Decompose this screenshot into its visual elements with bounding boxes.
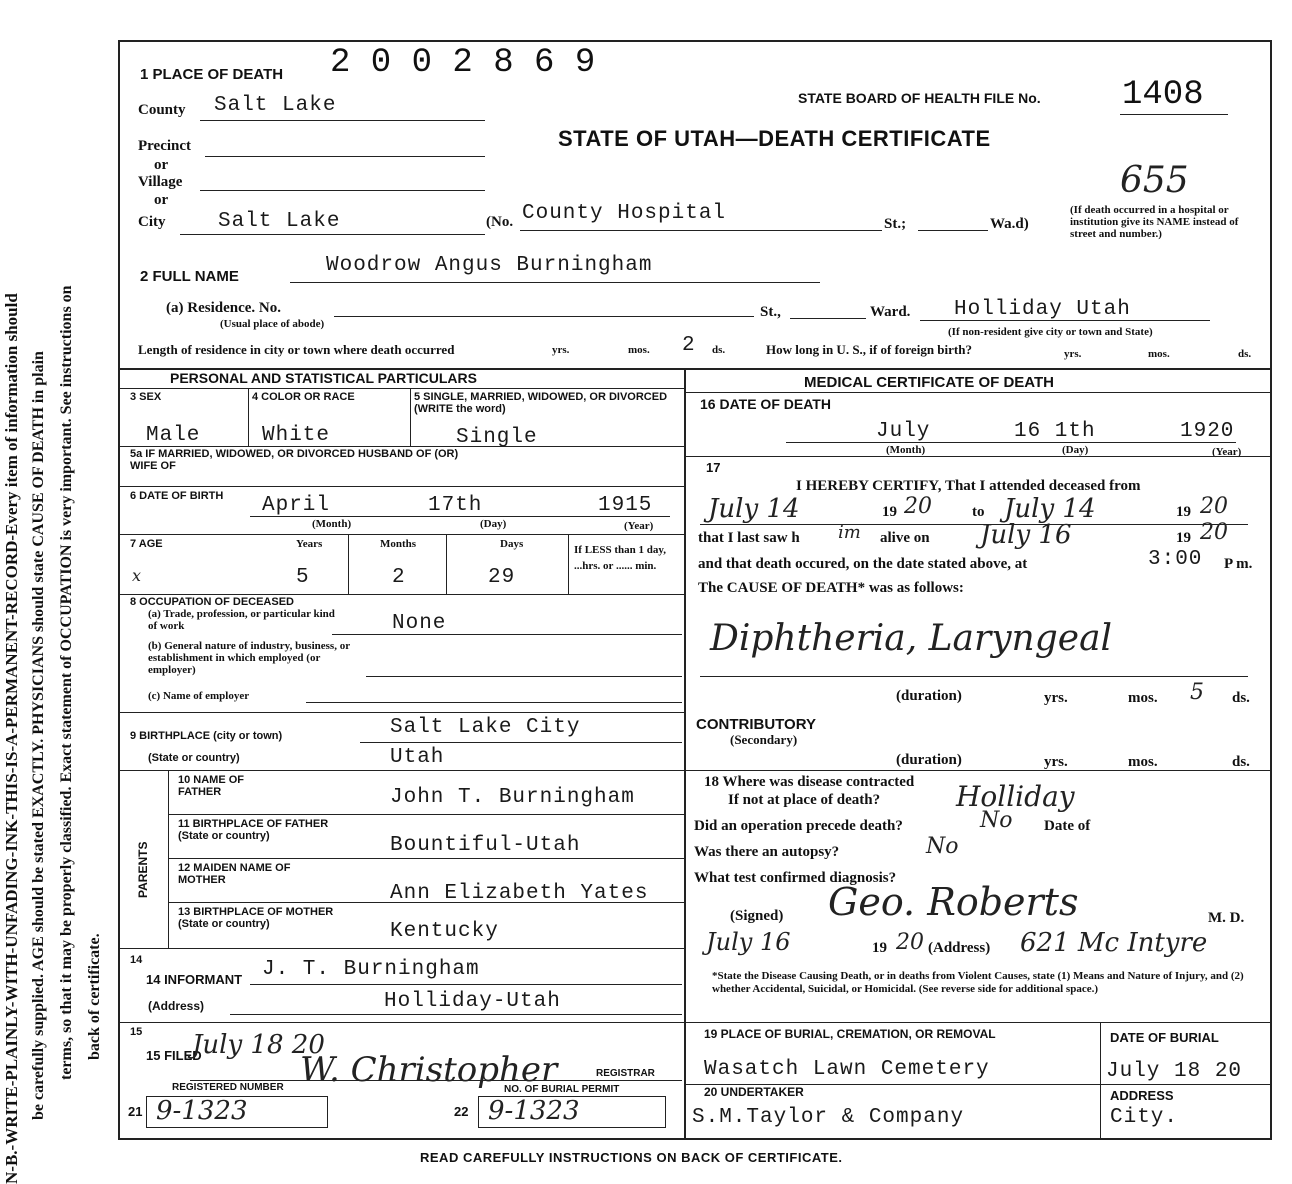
dob-day: 17th xyxy=(428,494,483,517)
footer-instruction: READ CAREFULLY INSTRUCTIONS ON BACK OF CERTIFICATE. xyxy=(420,1150,843,1165)
cause-of-death-hand: Diphtheria, Laryngeal xyxy=(710,618,1113,659)
undertaker-address-value: City. xyxy=(1110,1106,1179,1129)
attended-to-hand: July 14 xyxy=(1004,494,1096,524)
autopsy-hand: No xyxy=(926,834,959,859)
undertaker-value: S.M.Taylor & Company xyxy=(692,1106,965,1129)
side-instruction-line3: terms, so that it may be properly classified. Exact statement of OCCUPATION is very important. See instructions on xyxy=(58,285,75,1080)
dob-month: April xyxy=(262,494,331,517)
city-value: Salt Lake xyxy=(218,210,341,233)
file-no-label: STATE BOARD OF HEALTH FILE No. xyxy=(798,90,1041,106)
hospital-note: (If death occurred in a hospital or institution give its NAME instead of street and number.) xyxy=(1070,204,1239,240)
informant-address-value: Holliday-Utah xyxy=(384,990,561,1013)
village-label: Village xyxy=(138,174,183,190)
parents-label: PARENTS xyxy=(136,841,150,898)
mother-birthplace-value: Kentucky xyxy=(390,920,499,943)
residence-days: 2 xyxy=(682,334,696,357)
file-no-value: 1408 xyxy=(1122,76,1204,114)
burial-place-value: Wasatch Lawn Cemetery xyxy=(704,1058,990,1081)
operation-hand: No xyxy=(980,808,1013,833)
physician-signature: Geo. Roberts xyxy=(828,880,1079,924)
personal-heading: PERSONAL AND STATISTICAL PARTICULARS xyxy=(170,370,477,386)
side-instruction-line1: N-B.-WRITE-PLAINLY-WITH-UNFADING-INK-THIS-IS-A-PERMANENT-RECORD-Every item of information should xyxy=(2,293,21,1184)
death-month: July xyxy=(876,420,931,443)
registered-number-value: 9-1323 xyxy=(156,1096,248,1126)
side-instruction-line2: be carefully supplied. AGE should be stated EXACTLY. PHYSICIANS should state CAUSE OF DEATH in plain xyxy=(30,351,47,1120)
form-left-border xyxy=(118,40,120,1140)
attended-from-hand: July 14 xyxy=(708,494,800,524)
sex-value: Male xyxy=(146,424,201,447)
full-name-label: 2 FULL NAME xyxy=(140,268,239,285)
age-days: 29 xyxy=(488,566,516,589)
burial-date-value: July 18 20 xyxy=(1106,1060,1243,1083)
certificate-title: STATE OF UTAH—DEATH CERTIFICATE xyxy=(558,126,991,151)
death-time: 3:00 xyxy=(1148,548,1203,571)
full-name-value: Woodrow Angus Burningham xyxy=(326,254,653,277)
certify-text: I HEREBY CERTIFY, That I attended deceased from xyxy=(796,478,1141,494)
death-day: 16 1th xyxy=(1014,420,1096,443)
medical-heading: MEDICAL CERTIFICATE OF DEATH xyxy=(804,374,1054,391)
ward-value: Holliday Utah xyxy=(954,298,1131,321)
precinct-label: Precinct xyxy=(138,138,192,154)
county-label: County xyxy=(138,102,186,118)
physician-address-hand: 621 Mc Intyre xyxy=(1020,928,1208,958)
cause-label: The CAUSE OF DEATH* was as follows: xyxy=(698,580,964,596)
dob-year: 1915 xyxy=(598,494,653,517)
hospital-value: County Hospital xyxy=(522,202,727,225)
place-of-death-label: 1 PLACE OF DEATH xyxy=(140,66,284,83)
no-label: (No. xyxy=(486,214,514,230)
form-bottom-border xyxy=(118,1138,1270,1140)
race-value: White xyxy=(262,424,331,447)
hand-number: 655 xyxy=(1120,160,1189,201)
city-label: City xyxy=(138,214,166,230)
occupation-value: None xyxy=(392,612,447,635)
county-value: Salt Lake xyxy=(214,94,337,117)
registrar-signature: W. Christopher xyxy=(300,1050,558,1090)
age-months: 2 xyxy=(392,566,406,589)
last-seen-alive-hand: July 16 xyxy=(980,520,1072,550)
informant-value: J. T. Burningham xyxy=(262,958,480,981)
certificate-number: 2 0 0 2 8 6 9 xyxy=(330,44,596,82)
father-name-value: John T. Burningham xyxy=(390,786,635,809)
birthplace-value: Salt Lake City xyxy=(390,716,581,739)
residence-label: (a) Residence. No. xyxy=(166,300,281,316)
informant-label: 14 INFORMANT xyxy=(146,972,243,987)
filed-label: 15 FILED xyxy=(146,1048,202,1063)
death-year: 1920 xyxy=(1180,420,1235,443)
contributory-label: CONTRIBUTORY xyxy=(696,716,816,733)
mother-name-value: Ann Elizabeth Yates xyxy=(390,882,649,905)
filed-date-hand: July 18 20 xyxy=(192,1030,325,1060)
marital-value: Single xyxy=(456,426,538,449)
form-top-border xyxy=(118,40,1270,42)
age-years: 5 xyxy=(296,566,310,589)
burial-permit-value: 9-1323 xyxy=(488,1096,580,1126)
duration-days-hand: 5 xyxy=(1190,680,1204,705)
birth-state-value: Utah xyxy=(390,746,445,769)
father-birthplace-value: Bountiful-Utah xyxy=(390,834,581,857)
cause-footnote: *State the Disease Causing Death, or in deaths from Violent Causes, state (1) Means and Nature of Injury, and (2) whether Accidental, Suicidal, or Homicidal. (See reverse side for additional space.) xyxy=(712,970,1244,995)
signed-date-hand: July 16 xyxy=(706,928,791,956)
disease-contracted-hand: Holliday xyxy=(956,780,1075,813)
form-right-border xyxy=(1270,40,1272,1140)
side-instruction-line4: back of certificate. xyxy=(86,933,103,1060)
